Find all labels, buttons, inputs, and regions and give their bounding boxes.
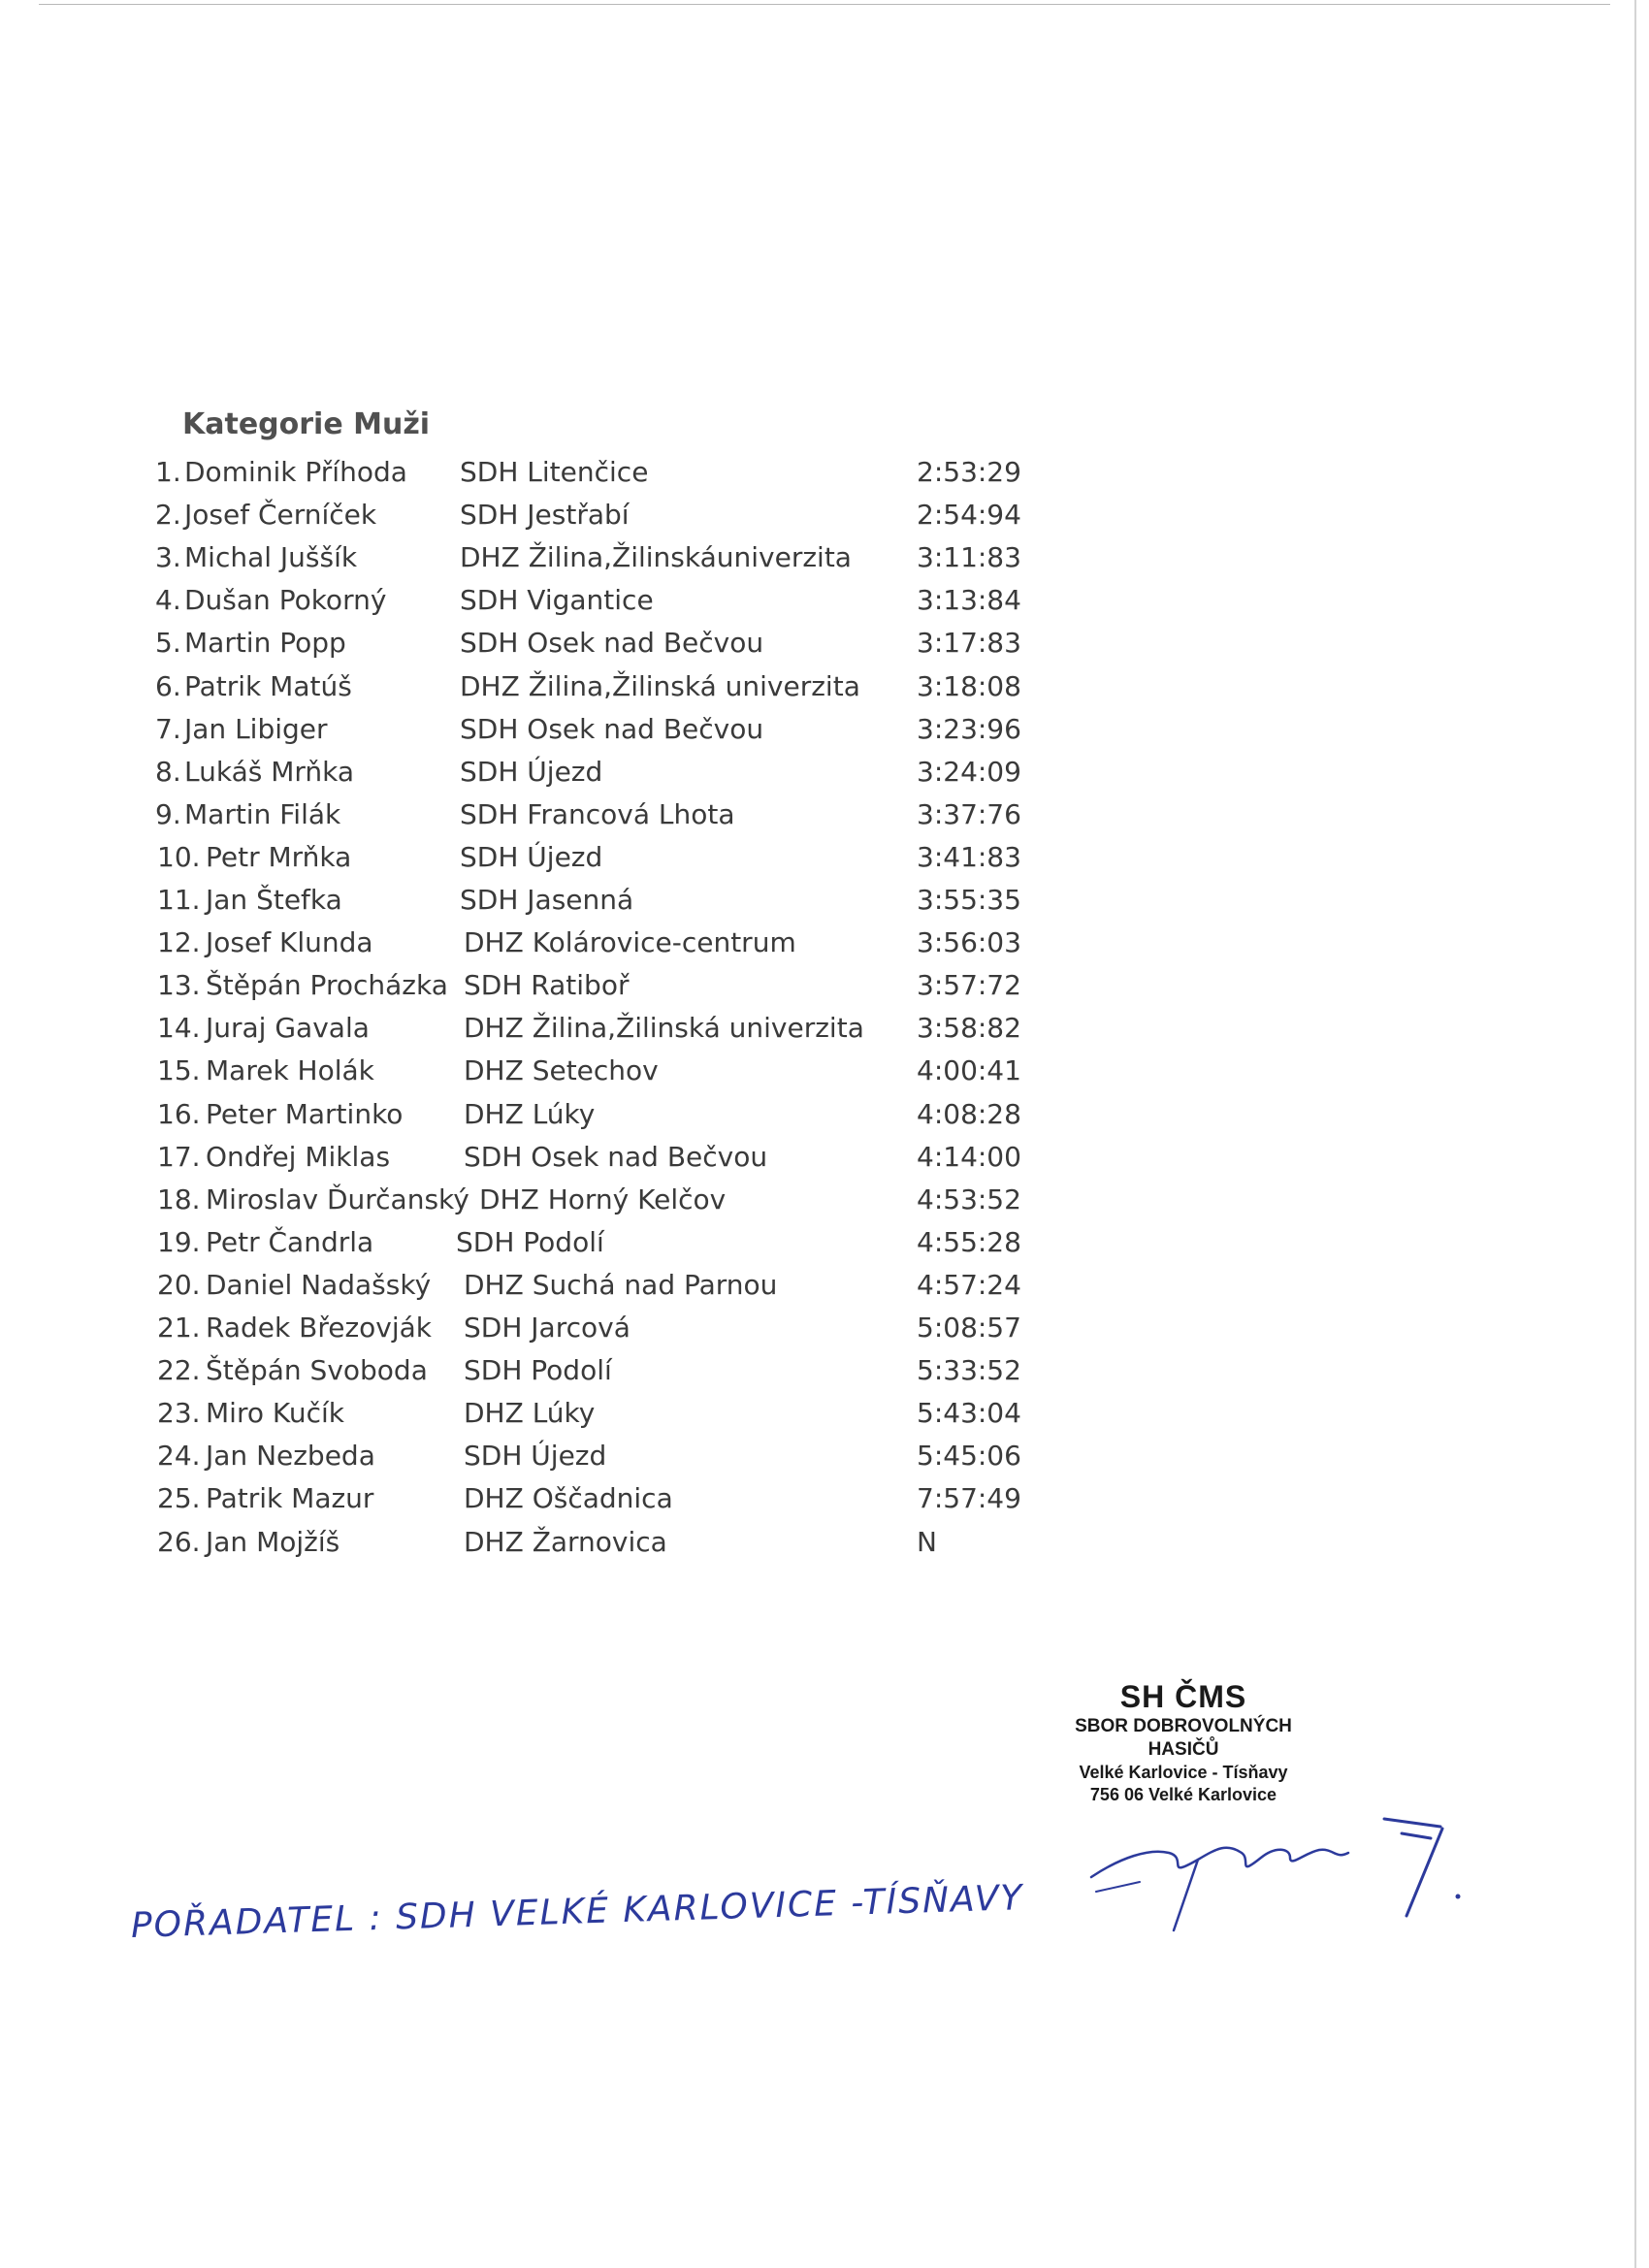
result-row [0,1354,1164,1393]
result-time: 3:57:72 [917,969,1021,1002]
result-team: DHZ Kolárovice-centrum [464,926,796,959]
result-row [0,1397,1164,1436]
result-team: SDH Jarcová [464,1312,630,1344]
result-row [0,884,1164,923]
result-name: Petr Mrňka [206,840,352,873]
result-rank: 12. [157,926,201,959]
result-name: Peter Martinko [206,1097,404,1130]
result-time: 3:11:83 [917,541,1021,574]
result-team: DHZ Horný Kelčov [479,1183,727,1215]
result-time: 3:13:84 [917,584,1021,617]
result-row [0,670,1164,709]
result-team: SDH Jasenná [460,884,634,916]
result-time: 3:41:83 [917,840,1021,873]
result-time: 5:45:06 [917,1440,1021,1473]
result-name: Dominik Příhoda [184,456,407,488]
result-rank: 25. [157,1482,201,1515]
result-name: Miroslav Ďurčanský [206,1183,469,1215]
result-row [0,841,1164,880]
result-name: Daniel Nadašský [206,1268,432,1301]
result-rank: 16. [157,1097,201,1130]
result-name: Jan Nezbeda [206,1440,375,1473]
result-team: SDH Újezd [460,840,603,873]
result-row [0,1440,1164,1478]
result-name: Josef Černíček [184,499,377,532]
result-time: 3:55:35 [917,884,1021,916]
result-rank: 2. [155,499,181,532]
result-row [0,1526,1164,1565]
result-rank: 19. [157,1225,201,1258]
result-team: SDH Osek nad Bečvou [464,1140,768,1173]
result-name: Lukáš Mrňka [184,755,355,788]
result-team: DHZ Lúky [464,1397,596,1430]
result-time: 4:08:28 [917,1097,1021,1130]
result-team: SDH Osek nad Bečvou [460,627,764,660]
result-team: SDH Litenčice [460,456,649,488]
result-team: SDH Jestřabí [460,499,630,532]
result-time: 5:33:52 [917,1354,1021,1387]
result-name: Martin Popp [184,627,346,660]
result-time: 7:57:49 [917,1482,1021,1515]
result-row [0,541,1164,580]
result-name: Jan Libiger [184,712,328,745]
result-row [0,713,1164,752]
result-rank: 14. [157,1012,201,1045]
category-heading: Kategorie Muži [182,407,431,441]
result-team: SDH Osek nad Bečvou [460,712,764,745]
top-rule [39,4,1610,5]
result-team: DHZ Oščadnica [464,1482,673,1515]
result-name: Miro Kučík [206,1397,344,1430]
result-name: Štěpán Procházka [206,969,448,1002]
result-row [0,584,1164,623]
result-rank: 21. [157,1312,201,1344]
result-name: Jan Mojžíš [206,1525,340,1558]
result-name: Ondřej Miklas [206,1140,391,1173]
result-rank: 13. [157,969,201,1002]
stamp-line-1: SH ČMS [1119,1679,1247,1714]
stamp-line-2: SBOR DOBROVOLNÝCH HASIČŮ [1075,1716,1292,1760]
result-row [0,798,1164,837]
result-team: SDH Podolí [464,1354,612,1387]
result-row [0,1482,1164,1521]
result-rank: 15. [157,1054,201,1087]
result-team: DHZ Setechov [464,1054,659,1087]
signature [1082,1799,1489,1955]
result-team: SDH Ratiboř [464,969,630,1002]
result-time: 3:37:76 [917,797,1021,830]
result-team: SDH Vigantice [460,584,654,617]
result-team: DHZ Žilina,Žilinská univerzita [460,669,860,702]
result-row [0,1054,1164,1093]
result-rank: 5. [155,627,181,660]
result-rank: 4. [155,584,181,617]
result-time: 3:24:09 [917,755,1021,788]
result-name: Josef Klunda [206,926,373,959]
result-team: DHZ Lúky [464,1097,596,1130]
result-time: 4:00:41 [917,1054,1021,1087]
result-rank: 1. [155,456,181,488]
result-team: SDH Podolí [456,1225,604,1258]
result-team: DHZ Žilina,Žilinská univerzita [464,1012,864,1045]
result-rank: 24. [157,1440,201,1473]
result-rank: 20. [157,1268,201,1301]
result-rank: 3. [155,541,181,574]
result-row [0,627,1164,665]
result-time: 2:53:29 [917,456,1021,488]
result-rank: 22. [157,1354,201,1387]
result-time: 3:18:08 [917,669,1021,702]
result-rank: 10. [157,840,201,873]
result-name: Michal Juššík [184,541,358,574]
result-rank: 7. [155,712,181,745]
result-rank: 8. [155,755,181,788]
result-rank: 23. [157,1397,201,1430]
result-row [0,926,1164,965]
result-row [0,969,1164,1008]
result-row [0,1012,1164,1051]
result-row [0,1183,1164,1222]
result-team: DHZ Suchá nad Parnou [464,1268,778,1301]
result-name: Patrik Mazur [206,1482,374,1515]
result-name: Marek Holák [206,1054,374,1087]
result-row [0,1312,1164,1350]
result-rank: 17. [157,1140,201,1173]
result-row [0,1098,1164,1137]
result-name: Patrik Matúš [184,669,352,702]
organization-stamp [1048,1678,1319,1806]
result-rank: 6. [155,669,181,702]
result-row [0,456,1164,495]
result-name: Štěpán Svoboda [206,1354,428,1387]
result-row [0,499,1164,537]
result-team: DHZ Žilina,Žilinskáuniverzita [460,541,852,574]
organizer-note: POŘADATEL : SDH VELKÉ KARLOVICE -TÍSŇAVY [130,1878,1025,1946]
result-time: 4:14:00 [917,1140,1021,1173]
result-rank: 26. [157,1525,201,1558]
result-time: 3:56:03 [917,926,1021,959]
result-rank: 11. [157,884,201,916]
result-team: SDH Újezd [460,755,603,788]
result-name: Juraj Gavala [206,1012,370,1045]
stamp-line-3: Velké Karlovice - Tísňavy [1079,1763,1288,1782]
result-name: Dušan Pokorný [184,584,387,617]
result-name: Petr Čandrla [206,1225,374,1258]
result-name: Martin Filák [184,797,341,830]
result-time: 5:08:57 [917,1312,1021,1344]
result-rank: 9. [155,797,181,830]
result-row [0,756,1164,794]
result-team: SDH Újezd [464,1440,607,1473]
result-time: 3:58:82 [917,1012,1021,1045]
result-time: 5:43:04 [917,1397,1021,1430]
result-name: Radek Březovják [206,1312,432,1344]
result-rank: 18. [157,1183,201,1215]
result-time: 2:54:94 [917,499,1021,532]
result-time: 4:55:28 [917,1225,1021,1258]
result-team: DHZ Žarnovica [464,1525,667,1558]
result-row [0,1226,1164,1265]
result-row [0,1141,1164,1180]
stamp-line-4: 756 06 Velké Karlovice [1089,1785,1277,1804]
page-edge [1634,0,1636,2268]
result-team: SDH Francová Lhota [460,797,735,830]
result-time: N [917,1525,937,1558]
result-time: 3:17:83 [917,627,1021,660]
result-time: 4:53:52 [917,1183,1021,1215]
result-time: 3:23:96 [917,712,1021,745]
result-row [0,1269,1164,1308]
result-name: Jan Štefka [206,884,342,916]
result-time: 4:57:24 [917,1268,1021,1301]
